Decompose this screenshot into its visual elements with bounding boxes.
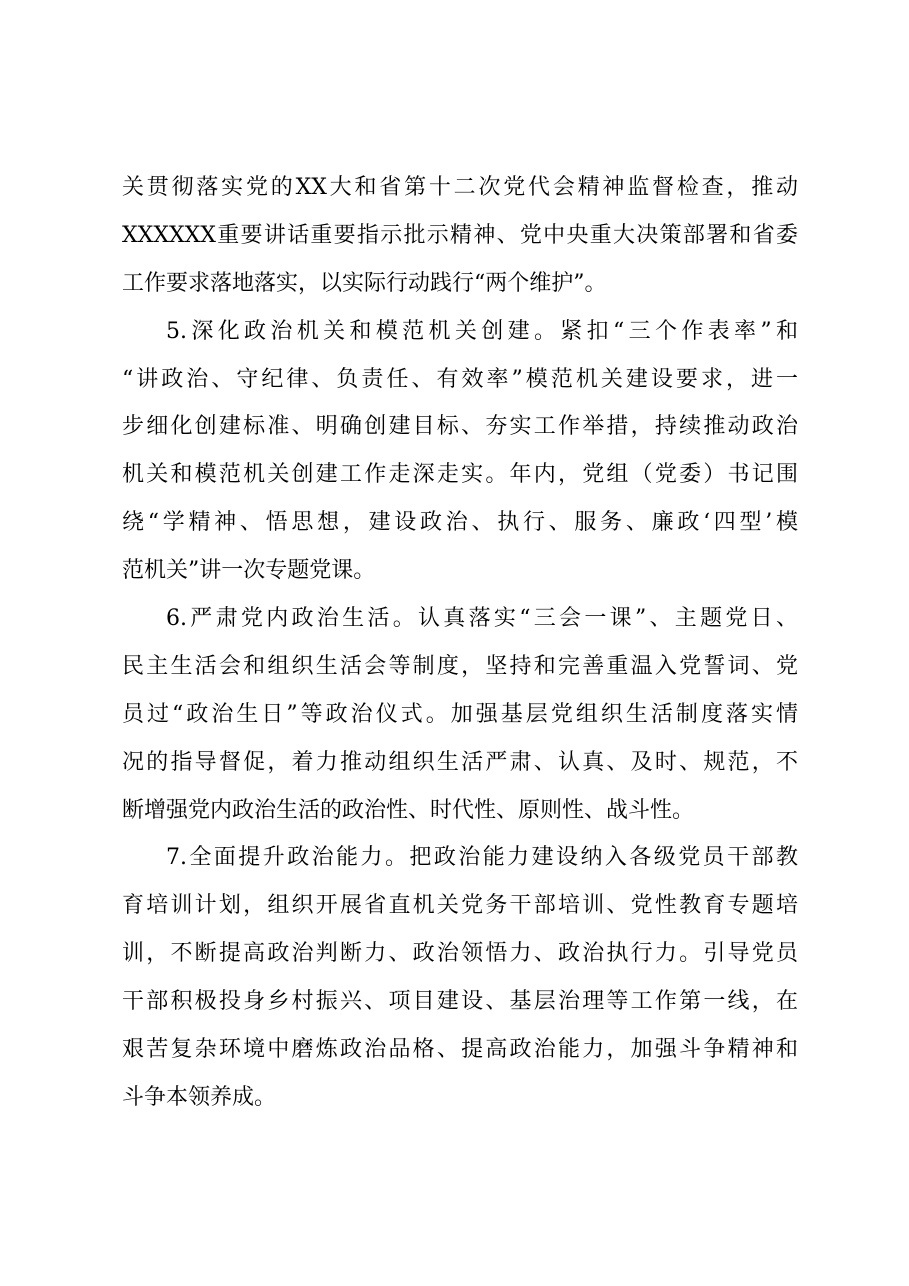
text-line: 工作要求落地落实，以实际行动践行“两个维护”。 [122, 270, 607, 296]
text-line: 关贯彻落实党的XX大和省第十二次党代会精神监督检查，推动 [122, 175, 798, 200]
document-body [122, 164, 798, 1122]
text-line: 训，不断提高政治判断力、政治领悟力、政治执行力。引导党员 [122, 941, 798, 967]
text-line: 机关和模范机关创建工作走深走实。年内，党组（党委）书记围 [122, 462, 798, 488]
paragraph-heading-7: 7.全面提升政治能力。把政治能力建设纳入各级党员干部教 [166, 845, 798, 871]
text-line: 民主生活会和组织生活会等制度，坚持和完善重温入党誓词、党 [122, 653, 798, 679]
text-line: 范机关”讲一次专题党课。 [122, 558, 376, 584]
text-line: 况的指导督促，着力推动组织生活严肃、认真、及时、规范，不 [122, 749, 798, 775]
paragraph-heading-6: 6.严肃党内政治生活。认真落实“三会一课”、主题党日、 [166, 606, 798, 632]
text-line: 步细化创建标准、明确创建目标、夯实工作举措，持续推动政治 [122, 414, 798, 440]
text-line: 断增强党内政治生活的政治性、时代性、原则性、战斗性。 [122, 797, 695, 823]
text-line: XXXXXX重要讲话重要指示批示精神、党中央重大决策部署和省委 [122, 222, 798, 248]
text-line: 艰苦复杂环境中磨炼政治品格、提高政治能力，加强斗争精神和 [122, 1037, 798, 1063]
text-line: “讲政治、守纪律、负责任、有效率”模范机关建设要求，进一 [122, 366, 798, 392]
text-line: 斗争本领养成。 [122, 1084, 277, 1110]
text-line: 育培训计划，组织开展省直机关党务干部培训、党性教育专题培 [122, 893, 798, 919]
text-line: 员过“政治生日”等政治仪式。加强基层党组织生活制度落实情 [122, 701, 798, 727]
text-line: 干部积极投身乡村振兴、项目建设、基层治理等工作第一线，在 [122, 989, 798, 1015]
paragraph-heading-5: 5.深化政治机关和模范机关创建。紧扣“三个作表率”和 [166, 318, 798, 344]
text-line: 绕“学精神、悟思想，建设政治、执行、服务、廉政‘四型’模 [122, 510, 798, 536]
